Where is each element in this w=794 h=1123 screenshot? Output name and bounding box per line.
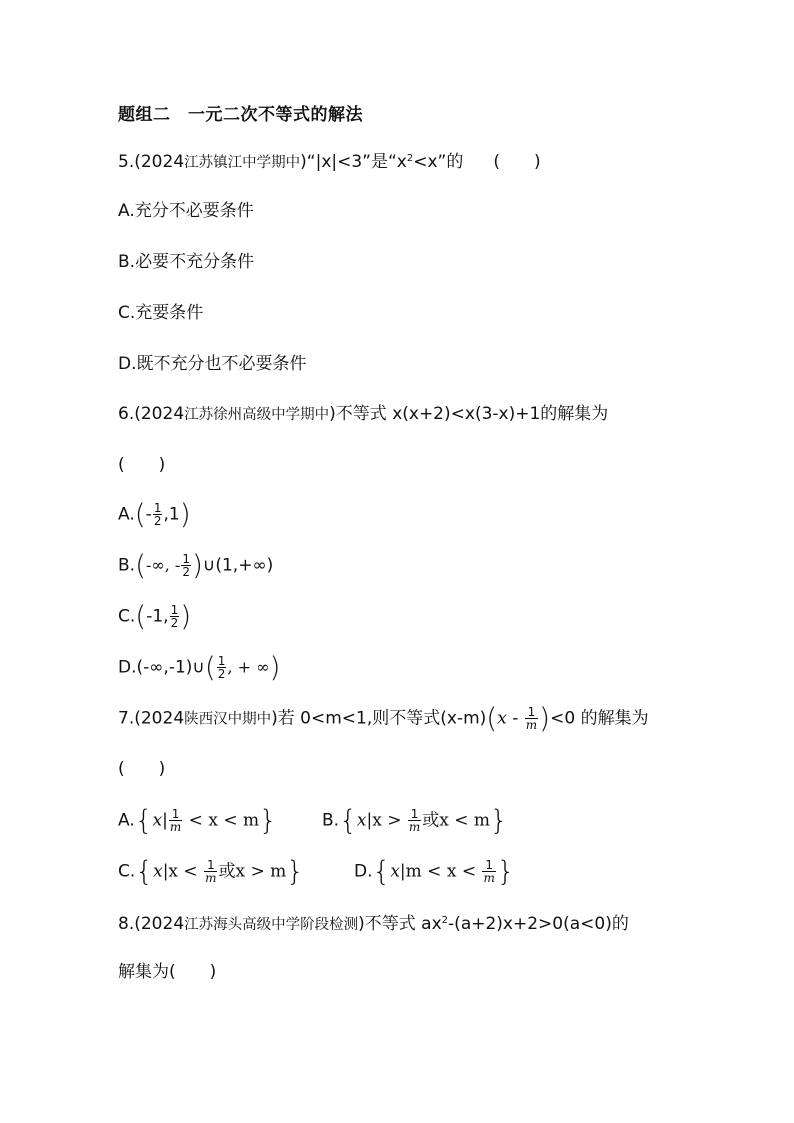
stem-text-2: <0 的解集为 (550, 708, 649, 729)
left-paren: ( (204, 650, 216, 684)
fraction-denominator: m (169, 820, 182, 834)
fraction (169, 808, 182, 833)
answer-blank: ( ) (118, 455, 166, 475)
option-label: C. (118, 606, 136, 627)
right-paren: ) (179, 497, 191, 531)
answer-blank: ( ) (118, 759, 166, 779)
fraction-numerator: 1 (153, 501, 162, 515)
or-text: 或 (218, 861, 236, 882)
fraction-numerator: 1 (482, 859, 495, 872)
option-text: 充分不必要条件 (134, 201, 254, 221)
right-paren: ) (180, 599, 192, 633)
fraction-denominator: m (483, 871, 495, 885)
expr-part: ∪(1,+∞) (202, 555, 274, 576)
option-label: D. (354, 861, 373, 882)
fraction-numerator: 1 (204, 859, 217, 872)
question-5-stem (118, 148, 541, 174)
fraction-numerator: 1 (525, 706, 538, 719)
right-brace: } (259, 803, 277, 837)
stem-text-2: <x”的 (413, 152, 464, 172)
q6-option-d (118, 650, 281, 684)
question-6-stem (118, 403, 608, 426)
option-label: C. (118, 303, 136, 323)
q7-option-a (118, 803, 277, 837)
option-label: A. (118, 810, 135, 831)
stem-text: “|x|<3”是“x (306, 152, 407, 172)
variable: x (390, 861, 400, 882)
left-paren: ( (134, 497, 146, 531)
variable: x (497, 708, 507, 729)
expr-part: x > m (235, 861, 287, 882)
expr-part: |x > (366, 810, 407, 831)
set-bar: | (162, 810, 168, 831)
fraction-numerator: 1 (170, 603, 179, 617)
source-year: (2024 (134, 708, 185, 729)
source-close: ) (329, 404, 336, 424)
fraction (181, 553, 191, 578)
section-title: 题组二 一元二次不等式的解法 (118, 105, 363, 125)
q6-option-a (118, 497, 191, 531)
option-label: B. (118, 555, 136, 576)
option-label: D. (118, 354, 137, 374)
expr-part: , + ∞ (227, 657, 270, 677)
option-text: 充要条件 (135, 303, 204, 323)
left-brace: { (339, 803, 357, 837)
question-number: 7. (118, 708, 135, 729)
expr-part: - (145, 504, 152, 525)
right-brace: } (496, 854, 515, 888)
fraction-numerator: 1 (408, 808, 421, 821)
expr-part: |x < (162, 861, 204, 882)
expr-part: x < m (439, 810, 491, 831)
q7-option-c (118, 854, 305, 888)
expr-part: |m < x < (399, 861, 482, 882)
q5-option-a (118, 200, 254, 222)
stem-text: 不等式 ax (364, 914, 442, 934)
right-brace: } (286, 854, 305, 888)
fraction-denominator: m (525, 718, 538, 732)
left-paren: ( (486, 701, 498, 735)
option-text: 既不充分也不必要条件 (136, 354, 307, 374)
inequality-expression: x(x+2)<x(3-x)+1 (392, 404, 541, 424)
q7-option-b (322, 803, 508, 837)
option-label: A. (118, 504, 135, 525)
option-label: C. (118, 861, 136, 882)
right-paren: ) (539, 701, 551, 735)
left-brace: { (372, 854, 391, 888)
source-name: 江苏徐州高级中学期中 (184, 407, 330, 423)
option-label: B. (322, 810, 340, 831)
option-label: D. (118, 657, 137, 678)
fraction (204, 859, 217, 884)
expr-part: -∞, - (146, 555, 181, 575)
fraction-denominator: m (205, 871, 217, 885)
source-close: ) (300, 152, 307, 172)
source-name: 陕西汉中期中 (184, 711, 272, 728)
left-paren: ( (135, 548, 147, 582)
fraction (482, 859, 495, 884)
stem-text: 若 0<m<1,则不等式(x-m) (277, 708, 487, 729)
question-number: 5. (118, 152, 135, 172)
source-close: ) (358, 914, 365, 934)
source-name: 江苏海头高级中学阶段检测 (184, 917, 359, 933)
right-paren: ) (191, 548, 203, 582)
superscript: 2 (441, 915, 449, 926)
expr-part: (-∞,-1)∪ (136, 657, 205, 678)
source-year: (2024 (134, 404, 185, 424)
fraction (217, 655, 227, 680)
source-year: (2024 (134, 914, 185, 934)
fraction-numerator: 1 (217, 654, 226, 668)
expr-part: ,1 (163, 504, 180, 525)
or-text: 或 (422, 810, 440, 831)
fraction-numerator: 1 (182, 552, 190, 566)
expr-part: < x < m (183, 810, 260, 831)
question-number: 8. (118, 914, 135, 934)
minus-sign: - (506, 708, 524, 729)
fraction (525, 706, 538, 731)
source-close: ) (271, 708, 278, 729)
fraction (408, 808, 421, 833)
expr-part: -1, (146, 606, 169, 627)
superscript: 2 (406, 153, 414, 164)
left-brace: { (134, 803, 153, 837)
fraction-denominator: 2 (217, 667, 226, 681)
fraction-denominator: m (408, 820, 421, 834)
variable: x (152, 810, 163, 831)
question-number: 6. (118, 404, 135, 424)
fraction-denominator: 2 (153, 514, 162, 528)
fraction-numerator: 1 (169, 808, 182, 821)
left-paren: ( (135, 599, 147, 633)
q6-option-c (118, 599, 192, 633)
question-8-stem-continued: 解集为( ) (118, 962, 217, 982)
source-name: 江苏镇江中学期中 (184, 155, 301, 171)
stem-text-2: 的解集为 (540, 404, 609, 424)
right-brace: } (490, 803, 508, 837)
q7-option-d (354, 854, 515, 888)
variable: x (153, 861, 163, 882)
question-8-stem (118, 910, 629, 936)
fraction-denominator: 2 (182, 565, 190, 579)
right-paren: ) (269, 650, 281, 684)
source-year: (2024 (134, 152, 185, 172)
question-7-stem (118, 701, 649, 735)
fraction-denominator: 2 (170, 616, 179, 630)
variable: x (356, 810, 367, 831)
stem-text: 不等式 (335, 404, 393, 424)
stem-text-2: -(a+2)x+2>0(a<0)的 (448, 914, 629, 934)
q5-option-c (118, 302, 203, 324)
q5-option-b (118, 251, 254, 273)
option-label: A. (118, 201, 135, 221)
q6-option-b (118, 548, 274, 582)
option-text: 必要不充分条件 (135, 252, 255, 272)
left-brace: { (135, 854, 154, 888)
answer-blank: ( ) (493, 152, 541, 172)
fraction (170, 604, 180, 629)
fraction (153, 502, 163, 527)
q5-option-d (118, 353, 307, 375)
option-label: B. (118, 252, 136, 272)
